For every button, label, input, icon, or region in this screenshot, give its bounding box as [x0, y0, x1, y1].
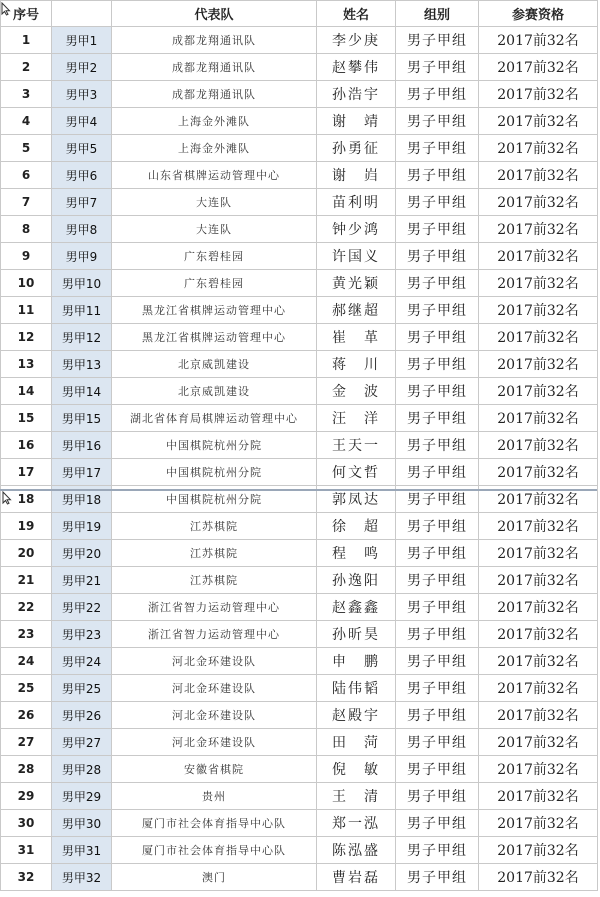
header-row: [1, 1, 598, 27]
header-seq[interactable]: 序号: [1, 1, 52, 27]
row-team-cell[interactable]: 成都龙翔通讯队: [112, 81, 317, 108]
row-seq-cell[interactable]: 3: [1, 81, 52, 108]
row-player-name-cell[interactable]: 田 菏: [317, 729, 396, 756]
row-player-name-cell[interactable]: 崔 革: [317, 324, 396, 351]
row-team-cell[interactable]: 成都龙翔通讯队: [112, 54, 317, 81]
header-code[interactable]: [52, 1, 112, 27]
row-team-cell[interactable]: 黑龙江省棋牌运动管理中心: [112, 297, 317, 324]
row-player-name-cell[interactable]: 陈泓盛: [317, 837, 396, 864]
table-row: [1, 243, 598, 270]
row-group-cell[interactable]: 男子甲组: [396, 405, 479, 432]
row-team-cell[interactable]: 广东碧桂园: [112, 243, 317, 270]
row-code-cell[interactable]: 男甲29: [52, 783, 112, 810]
row-group-cell[interactable]: 男子甲组: [396, 378, 479, 405]
table-row: [1, 351, 598, 378]
row-qualification-cell[interactable]: 2017前32名: [479, 432, 598, 459]
row-team-cell[interactable]: 安徽省棋院: [112, 756, 317, 783]
row-group-cell[interactable]: 男子甲组: [396, 729, 479, 756]
row-group-cell[interactable]: 男子甲组: [396, 135, 479, 162]
row-team-cell[interactable]: 上海金外滩队: [112, 108, 317, 135]
row-qualification-cell[interactable]: 2017前32名: [479, 837, 598, 864]
row-player-name-cell[interactable]: 何文哲: [317, 459, 396, 486]
row-seq-cell[interactable]: 19: [1, 513, 52, 540]
row-team-cell[interactable]: 山东省棋牌运动管理中心: [112, 162, 317, 189]
row-seq-cell[interactable]: 8: [1, 216, 52, 243]
row-player-name-cell[interactable]: 黄光颖: [317, 270, 396, 297]
row-seq-cell[interactable]: 24: [1, 648, 52, 675]
row-team-cell[interactable]: 上海金外滩队: [112, 135, 317, 162]
row-group-cell[interactable]: 男子甲组: [396, 675, 479, 702]
row-player-name-cell[interactable]: 汪 洋: [317, 405, 396, 432]
row-qualification-cell[interactable]: 2017前32名: [479, 108, 598, 135]
row-team-cell[interactable]: 成都龙翔通讯队: [112, 27, 317, 54]
row-seq-cell[interactable]: 18: [1, 486, 52, 513]
row-seq-cell[interactable]: 29: [1, 783, 52, 810]
row-seq-cell[interactable]: 15: [1, 405, 52, 432]
row-player-name-cell[interactable]: 徐 超: [317, 513, 396, 540]
row-group-cell[interactable]: 男子甲组: [396, 243, 479, 270]
table-row: [1, 729, 598, 756]
row-code-cell[interactable]: 男甲11: [52, 297, 112, 324]
row-qualification-cell[interactable]: 2017前32名: [479, 243, 598, 270]
row-team-cell[interactable]: 大连队: [112, 216, 317, 243]
row-player-name-cell[interactable]: 苗利明: [317, 189, 396, 216]
table-row: [1, 810, 598, 837]
row-qualification-cell[interactable]: 2017前32名: [479, 270, 598, 297]
row-qualification-cell[interactable]: 2017前32名: [479, 594, 598, 621]
table-row: [1, 648, 598, 675]
row-seq-cell[interactable]: 26: [1, 702, 52, 729]
table-row: [1, 378, 598, 405]
row-code-cell[interactable]: 男甲23: [52, 621, 112, 648]
row-code-cell[interactable]: 男甲8: [52, 216, 112, 243]
row-group-cell[interactable]: 男子甲组: [396, 810, 479, 837]
row-qualification-cell[interactable]: 2017前32名: [479, 405, 598, 432]
row-player-name-cell[interactable]: 谢 岿: [317, 162, 396, 189]
row-code-cell[interactable]: 男甲26: [52, 702, 112, 729]
table-row: [1, 567, 598, 594]
row-player-name-cell[interactable]: 赵殿宇: [317, 702, 396, 729]
row-qualification-cell[interactable]: 2017前32名: [479, 324, 598, 351]
row-code-cell[interactable]: 男甲2: [52, 54, 112, 81]
row-team-cell[interactable]: 黑龙江省棋牌运动管理中心: [112, 324, 317, 351]
row-code-cell[interactable]: 男甲13: [52, 351, 112, 378]
row-group-cell[interactable]: 男子甲组: [396, 783, 479, 810]
table-row: [1, 405, 598, 432]
row-player-name-cell[interactable]: 郝继超: [317, 297, 396, 324]
table-row: [1, 540, 598, 567]
row-team-cell[interactable]: 江苏棋院: [112, 540, 317, 567]
row-qualification-cell[interactable]: 2017前32名: [479, 810, 598, 837]
table-row: [1, 837, 598, 864]
row-group-cell[interactable]: 男子甲组: [396, 756, 479, 783]
row-group-cell[interactable]: 男子甲组: [396, 459, 479, 486]
row-group-cell[interactable]: 男子甲组: [396, 54, 479, 81]
row-player-name-cell[interactable]: 陆伟韬: [317, 675, 396, 702]
row-qualification-cell[interactable]: 2017前32名: [479, 459, 598, 486]
row-player-name-cell[interactable]: 申 鹏: [317, 648, 396, 675]
row-code-cell[interactable]: 男甲18: [52, 486, 112, 513]
row-seq-cell[interactable]: 14: [1, 378, 52, 405]
row-player-name-cell[interactable]: 金 波: [317, 378, 396, 405]
row-player-name-cell[interactable]: 李少庚: [317, 27, 396, 54]
row-team-cell[interactable]: 厦门市社会体育指导中心队: [112, 810, 317, 837]
row-code-cell[interactable]: 男甲32: [52, 864, 112, 891]
row-group-cell[interactable]: 男子甲组: [396, 81, 479, 108]
row-code-cell[interactable]: 男甲5: [52, 135, 112, 162]
row-player-name-cell[interactable]: 钟少鸿: [317, 216, 396, 243]
row-group-cell[interactable]: 男子甲组: [396, 702, 479, 729]
row-team-cell[interactable]: 北京威凯建设: [112, 351, 317, 378]
row-player-name-cell[interactable]: 蒋 川: [317, 351, 396, 378]
row-team-cell[interactable]: 澳门: [112, 864, 317, 891]
row-qualification-cell[interactable]: 2017前32名: [479, 135, 598, 162]
row-code-cell[interactable]: 男甲7: [52, 189, 112, 216]
row-team-cell[interactable]: 河北金环建设队: [112, 729, 317, 756]
row-qualification-cell[interactable]: 2017前32名: [479, 675, 598, 702]
row-seq-cell[interactable]: 1: [1, 27, 52, 54]
row-seq-cell[interactable]: 31: [1, 837, 52, 864]
row-seq-cell[interactable]: 17: [1, 459, 52, 486]
header-name[interactable]: 姓名: [317, 1, 396, 27]
table-row: [1, 432, 598, 459]
row-team-cell[interactable]: 中国棋院杭州分院: [112, 486, 317, 513]
row-qualification-cell[interactable]: 2017前32名: [479, 702, 598, 729]
row-qualification-cell[interactable]: 2017前32名: [479, 567, 598, 594]
row-player-name-cell[interactable]: 程 鸣: [317, 540, 396, 567]
row-seq-cell[interactable]: 25: [1, 675, 52, 702]
row-code-cell[interactable]: 男甲4: [52, 108, 112, 135]
row-team-cell[interactable]: 河北金环建设队: [112, 648, 317, 675]
row-group-cell[interactable]: 男子甲组: [396, 621, 479, 648]
row-seq-cell[interactable]: 9: [1, 243, 52, 270]
row-code-cell[interactable]: 男甲20: [52, 540, 112, 567]
row-code-cell[interactable]: 男甲25: [52, 675, 112, 702]
table-row: [1, 459, 598, 486]
row-code-cell[interactable]: 男甲28: [52, 756, 112, 783]
table-row: [1, 513, 598, 540]
row-player-name-cell[interactable]: 郭凤达: [317, 486, 396, 513]
row-seq-cell[interactable]: 13: [1, 351, 52, 378]
table-body: [1, 27, 598, 891]
row-code-cell[interactable]: 男甲12: [52, 324, 112, 351]
row-code-cell[interactable]: 男甲27: [52, 729, 112, 756]
row-team-cell[interactable]: 江苏棋院: [112, 513, 317, 540]
row-qualification-cell[interactable]: 2017前32名: [479, 729, 598, 756]
row-team-cell[interactable]: 浙江省智力运动管理中心: [112, 621, 317, 648]
row-seq-cell[interactable]: 10: [1, 270, 52, 297]
row-seq-cell[interactable]: 11: [1, 297, 52, 324]
row-code-cell[interactable]: 男甲14: [52, 378, 112, 405]
row-group-cell[interactable]: 男子甲组: [396, 864, 479, 891]
table-row: [1, 270, 598, 297]
row-qualification-cell[interactable]: 2017前32名: [479, 540, 598, 567]
row-team-cell[interactable]: 中国棋院杭州分院: [112, 432, 317, 459]
row-code-cell[interactable]: 男甲6: [52, 162, 112, 189]
row-qualification-cell[interactable]: 2017前32名: [479, 486, 598, 513]
row-code-cell[interactable]: 男甲3: [52, 81, 112, 108]
row-group-cell[interactable]: 男子甲组: [396, 351, 479, 378]
row-code-cell[interactable]: 男甲24: [52, 648, 112, 675]
header-team[interactable]: 代表队: [112, 1, 317, 27]
row-team-cell[interactable]: 大连队: [112, 189, 317, 216]
row-seq-cell[interactable]: 12: [1, 324, 52, 351]
row-code-cell[interactable]: 男甲10: [52, 270, 112, 297]
row-team-cell[interactable]: 河北金环建设队: [112, 702, 317, 729]
row-code-cell[interactable]: 男甲17: [52, 459, 112, 486]
freeze-pane-divider[interactable]: [0, 489, 597, 491]
row-code-cell[interactable]: 男甲22: [52, 594, 112, 621]
row-seq-cell[interactable]: 30: [1, 810, 52, 837]
row-qualification-cell[interactable]: 2017前32名: [479, 27, 598, 54]
table-row: [1, 864, 598, 891]
row-group-cell[interactable]: 男子甲组: [396, 567, 479, 594]
row-player-name-cell[interactable]: 孙昕昊: [317, 621, 396, 648]
row-qualification-cell[interactable]: 2017前32名: [479, 864, 598, 891]
table-row: [1, 135, 598, 162]
row-group-cell[interactable]: 男子甲组: [396, 216, 479, 243]
row-team-cell[interactable]: 河北金环建设队: [112, 675, 317, 702]
row-qualification-cell[interactable]: 2017前32名: [479, 81, 598, 108]
row-qualification-cell[interactable]: 2017前32名: [479, 378, 598, 405]
row-code-cell[interactable]: 男甲1: [52, 27, 112, 54]
row-seq-cell[interactable]: 23: [1, 621, 52, 648]
row-qualification-cell[interactable]: 2017前32名: [479, 756, 598, 783]
row-seq-cell[interactable]: 28: [1, 756, 52, 783]
row-qualification-cell[interactable]: 2017前32名: [479, 783, 598, 810]
row-qualification-cell[interactable]: 2017前32名: [479, 162, 598, 189]
table-row: [1, 27, 598, 54]
row-team-cell[interactable]: 江苏棋院: [112, 567, 317, 594]
table-row: [1, 324, 598, 351]
header-group[interactable]: 组别: [396, 1, 479, 27]
row-group-cell[interactable]: 男子甲组: [396, 27, 479, 54]
row-group-cell[interactable]: 男子甲组: [396, 513, 479, 540]
row-qualification-cell[interactable]: 2017前32名: [479, 297, 598, 324]
table-row: [1, 54, 598, 81]
table-row: [1, 216, 598, 243]
row-seq-cell[interactable]: 32: [1, 864, 52, 891]
table-row: [1, 108, 598, 135]
row-group-cell[interactable]: 男子甲组: [396, 162, 479, 189]
row-code-cell[interactable]: 男甲16: [52, 432, 112, 459]
row-player-name-cell[interactable]: 郑一泓: [317, 810, 396, 837]
table-row: [1, 81, 598, 108]
row-player-name-cell[interactable]: 谢 靖: [317, 108, 396, 135]
row-player-name-cell[interactable]: 孙浩宇: [317, 81, 396, 108]
row-team-cell[interactable]: 广东碧桂园: [112, 270, 317, 297]
row-seq-cell[interactable]: 4: [1, 108, 52, 135]
row-qualification-cell[interactable]: 2017前32名: [479, 648, 598, 675]
table-row: [1, 189, 598, 216]
row-seq-cell[interactable]: 20: [1, 540, 52, 567]
row-group-cell[interactable]: 男子甲组: [396, 432, 479, 459]
row-group-cell[interactable]: 男子甲组: [396, 837, 479, 864]
row-group-cell[interactable]: 男子甲组: [396, 108, 479, 135]
row-code-cell[interactable]: 男甲21: [52, 567, 112, 594]
row-seq-cell[interactable]: 27: [1, 729, 52, 756]
row-code-cell[interactable]: 男甲19: [52, 513, 112, 540]
table-row: [1, 783, 598, 810]
table-row: [1, 162, 598, 189]
row-code-cell[interactable]: 男甲31: [52, 837, 112, 864]
row-player-name-cell[interactable]: 孙勇征: [317, 135, 396, 162]
row-player-name-cell[interactable]: 王天一: [317, 432, 396, 459]
row-team-cell[interactable]: 中国棋院杭州分院: [112, 459, 317, 486]
row-seq-cell[interactable]: 6: [1, 162, 52, 189]
row-seq-cell[interactable]: 21: [1, 567, 52, 594]
row-seq-cell[interactable]: 5: [1, 135, 52, 162]
row-player-name-cell[interactable]: 王 清: [317, 783, 396, 810]
row-group-cell[interactable]: 男子甲组: [396, 324, 479, 351]
header-qualification[interactable]: 参赛资格: [479, 1, 598, 27]
row-group-cell[interactable]: 男子甲组: [396, 297, 479, 324]
table-row: [1, 621, 598, 648]
table-row: [1, 675, 598, 702]
row-team-cell[interactable]: 浙江省智力运动管理中心: [112, 594, 317, 621]
row-qualification-cell[interactable]: 2017前32名: [479, 513, 598, 540]
table-row: [1, 702, 598, 729]
row-player-name-cell[interactable]: 曹岩磊: [317, 864, 396, 891]
row-group-cell[interactable]: 男子甲组: [396, 486, 479, 513]
row-group-cell[interactable]: 男子甲组: [396, 270, 479, 297]
row-qualification-cell[interactable]: 2017前32名: [479, 621, 598, 648]
table-row: [1, 594, 598, 621]
row-code-cell[interactable]: 男甲15: [52, 405, 112, 432]
row-qualification-cell[interactable]: 2017前32名: [479, 54, 598, 81]
row-code-cell[interactable]: 男甲30: [52, 810, 112, 837]
row-qualification-cell[interactable]: 2017前32名: [479, 351, 598, 378]
row-team-cell[interactable]: 北京威凯建设: [112, 378, 317, 405]
row-group-cell[interactable]: 男子甲组: [396, 540, 479, 567]
row-group-cell[interactable]: 男子甲组: [396, 594, 479, 621]
row-seq-cell[interactable]: 22: [1, 594, 52, 621]
row-player-name-cell[interactable]: 倪 敏: [317, 756, 396, 783]
row-group-cell[interactable]: 男子甲组: [396, 648, 479, 675]
cursor-arrow-icon: [2, 491, 12, 505]
row-seq-cell[interactable]: 2: [1, 54, 52, 81]
row-player-name-cell[interactable]: 孙逸阳: [317, 567, 396, 594]
table-row: [1, 297, 598, 324]
row-qualification-cell[interactable]: 2017前32名: [479, 189, 598, 216]
row-player-name-cell[interactable]: 赵攀伟: [317, 54, 396, 81]
row-qualification-cell[interactable]: 2017前32名: [479, 216, 598, 243]
row-seq-cell[interactable]: 7: [1, 189, 52, 216]
row-seq-cell[interactable]: 16: [1, 432, 52, 459]
row-team-cell[interactable]: 贵州: [112, 783, 317, 810]
row-team-cell[interactable]: 湖北省体育局棋牌运动管理中心: [112, 405, 317, 432]
table-row: [1, 756, 598, 783]
row-player-name-cell[interactable]: 赵鑫鑫: [317, 594, 396, 621]
row-code-cell[interactable]: 男甲9: [52, 243, 112, 270]
cursor-arrow-icon: [1, 2, 11, 16]
row-player-name-cell[interactable]: 许国义: [317, 243, 396, 270]
row-group-cell[interactable]: 男子甲组: [396, 189, 479, 216]
row-team-cell[interactable]: 厦门市社会体育指导中心队: [112, 837, 317, 864]
